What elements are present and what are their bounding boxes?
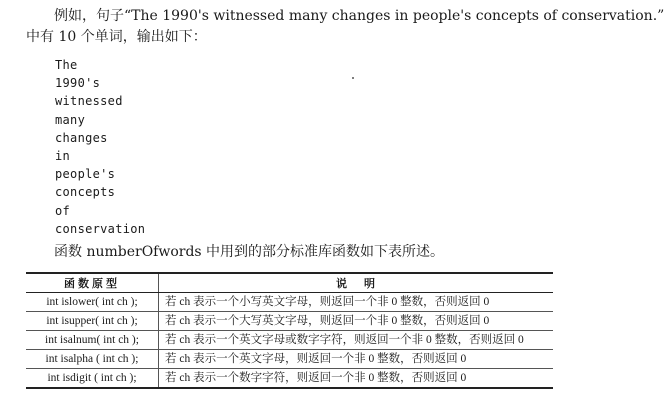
output-word: people's bbox=[55, 167, 116, 182]
function-prototype-cell: int isupper( int ch ); bbox=[26, 312, 159, 331]
function-prototype-cell: int isalnum( int ch ); bbox=[26, 331, 159, 350]
function-description-cell: 若 ch 表示一个数字字符，则返回一个非 0 整数，否则返回 0 bbox=[159, 369, 554, 389]
output-word: witnessed bbox=[55, 94, 123, 109]
output-word: 1990's bbox=[55, 76, 101, 91]
output-word: changes bbox=[55, 130, 108, 145]
table-row bbox=[26, 331, 553, 350]
output-word: many bbox=[55, 112, 86, 127]
function-prototype-cell: int isdigit ( int ch ); bbox=[26, 369, 159, 389]
function-intro-paragraph: 函数 numberOfwords 中用到的部分标准库函数如下表所述。 bbox=[54, 244, 445, 260]
intro-paragraph-line2: 中有 10 个单词，输出如下： bbox=[26, 29, 207, 45]
function-description-cell: 若 ch 表示一个小写英文字母，则返回一个非 0 整数，否则返回 0 bbox=[159, 293, 554, 312]
output-word: of bbox=[55, 203, 71, 218]
output-word: The bbox=[55, 58, 78, 72]
scan-speck bbox=[352, 77, 354, 79]
table-row bbox=[26, 369, 553, 389]
library-function-table bbox=[26, 272, 553, 389]
table-header-row bbox=[26, 273, 553, 293]
table-row bbox=[26, 293, 553, 312]
header-function-prototype: 函数原型 bbox=[26, 273, 159, 293]
function-prototype-cell: int isalpha ( int ch ); bbox=[26, 350, 159, 369]
function-description-cell: 若 ch 表示一个英文字母或数字字符，则返回一个非 0 整数，否则返回 0 bbox=[159, 331, 554, 350]
word-output-list bbox=[55, 56, 145, 238]
function-prototype-cell: int islower( int ch ); bbox=[26, 293, 159, 312]
function-description-cell: 若 ch 表示一个英文字母，则返回一个非 0 整数，否则返回 0 bbox=[159, 350, 554, 369]
table-row bbox=[26, 350, 553, 369]
output-word: concepts bbox=[55, 185, 116, 200]
intro-paragraph-line1: 例如，句子“The 1990's witnessed many changes in people's concepts of conservation.” bbox=[54, 8, 664, 24]
function-description-cell: 若 ch 表示一个大写英文字母，则返回一个非 0 整数，否则返回 0 bbox=[159, 312, 554, 331]
output-word: conservation bbox=[55, 221, 146, 236]
header-description: 说 明 bbox=[159, 273, 554, 293]
table-row bbox=[26, 312, 553, 331]
output-word: in bbox=[55, 149, 71, 164]
